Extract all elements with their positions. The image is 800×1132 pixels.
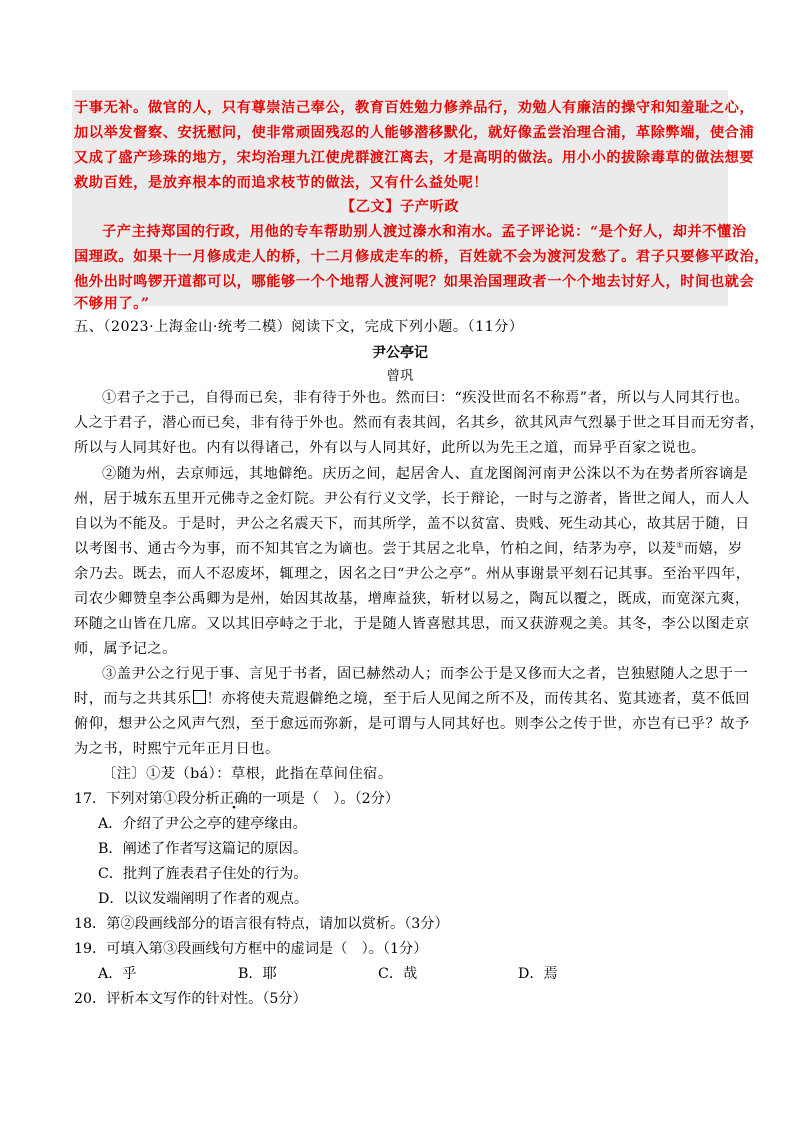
essay-author: 曾巩	[386, 368, 414, 384]
essay-line-part: 以考图书、通古今为事，而不知其官之为谪也。尝于其居之北阜，竹柏之间，结茅为亭，以茇	[74, 541, 677, 557]
option-b: B．阐述了作者写这篇记的原因。	[98, 841, 308, 857]
essay-line: 人之于君子，潜心而已矣，非有待于外也。然而有表其闾，名其乡，欲其风声气烈暴于世之耳目而无穷者，	[74, 415, 765, 431]
answer-line: 加以举发督察、安抚慰问，使非常顽固残忍的人能够潜移默化，就好像孟尝治理合浦，革除弊端，使合浦	[74, 125, 755, 141]
answer-line: 救助百姓，是放弃根本的而追求枝节的做法，又有什么益处呢！	[74, 175, 489, 191]
essay-line	[74, 688, 750, 708]
question-19: 19．可填入第③段画线句方框中的虚词是（ ）。（1分）	[74, 941, 428, 957]
essay-line: 为之书，时熙宁元年正月日也。	[74, 741, 280, 757]
essay-line: ③盖尹公之行见于事、言见于书者，固已赫然动人；而李公于是又侈而大之者，岂独慰随人之思于一	[102, 666, 749, 682]
essay-line-part: 而嬉，岁	[683, 541, 743, 557]
answer-line: 又成了盛产珍珠的地方，宋均治理九江使虎群渡江离去，才是高明的做法。用小小的拔除毒草的做法想要	[74, 150, 755, 166]
option-a: A．乎	[98, 966, 137, 982]
essay-line: 自以为不能及。于是时，尹公之名震天下，而其所学，盖不以贫富、贵贱、死生动其心，故其居于随，日	[74, 516, 750, 532]
question-text: 的一项是（ ）。（2分）	[248, 791, 400, 807]
q19-options	[98, 963, 658, 983]
option-c: C．哉	[378, 966, 418, 982]
answer-line: 子产主持郑国的行政，用他的专车帮助别人渡过溱水和洧水。孟子评论说：“是个好人，却并不懂治	[102, 224, 747, 240]
essay-title: 尹公亭记	[372, 345, 428, 361]
answer-line: 他外出时鸣锣开道都可以，哪能够一个个地帮人渡河呢？如果治国理政者一个个地去讨好人，时间也就会	[74, 274, 755, 290]
essay-line: 所以与人同其好也。内有以得诸己，外有以与人同其好，此所以为先王之道，而异乎百家之说也。	[74, 440, 706, 456]
option-a: A．介绍了尹公之亭的建亭缘由。	[98, 816, 307, 832]
question-17	[74, 788, 399, 808]
option-c: C．批判了旌表君子住处的行为。	[98, 866, 308, 882]
option-d: D．以议发端阐明了作者的观点。	[98, 891, 309, 907]
question-18: 18．第②段画线部分的语言很有特点，请加以赏析。（3分）	[74, 916, 449, 932]
question-20: 20．评析本文写作的针对性。（5分）	[74, 991, 307, 1007]
answer-line: 不够用了。”	[74, 296, 150, 312]
section-header: 五、（2023·上海金山·统考二模）阅读下文，完成下列小题。（11分）	[74, 319, 524, 335]
essay-line-part: 时，而与之共其乐	[74, 691, 192, 707]
option-d: D．焉	[518, 966, 558, 982]
essay-line	[74, 538, 743, 558]
answer-line: 国理政。如果十一月修成走人的桥，十二月修成走车的桥，百姓就不会为渡河发愁了。君子只要修平政治，	[74, 249, 770, 265]
footnote-marker: ①	[676, 540, 684, 550]
essay-line: 俯仰，想尹公之风声气烈，至于愈远而弥新，是可谓与人同其好也。则李公之传于世，亦岂有已乎？故予	[74, 716, 750, 732]
essay-line-part: ！亦将使夫荒遐僻绝之境，至于后人见闻之所不及，而传其名、览其迹者，莫不低回	[206, 691, 750, 707]
essay-line: 州，居于城东五里开元佛寺之金灯院。尹公有行义文学，长于辩论，一时与之游者，皆世之闻人，而人人	[74, 491, 750, 507]
emphasis-text: 正确	[219, 791, 249, 807]
footnote: 〔注〕①茇（bá）：草根，此指在草间住宿。	[102, 766, 393, 782]
blank-box	[193, 690, 206, 704]
option-b: B．耶	[238, 966, 277, 982]
essay-line: 司农少卿赞皇李公禹卿为是州，始因其故基，增庳益狭，斩材以易之，陶瓦以覆之，既成，而宽深亢爽，	[74, 591, 750, 607]
essay-line: 余乃去。既去，而人不忍废坏，辄理之，因名之曰“尹公之亭”。州从事谢景平刻石记其事。至治平四年，	[74, 566, 751, 582]
answer-line: 于事无补。做官的人，只有尊崇洁己奉公，教育百姓勉力修养品行，劝勉人有廉洁的操守和知羞耻之心，	[74, 100, 755, 116]
question-text: 17．下列对第①段分析	[74, 791, 220, 807]
answer-subtitle: 【乙文】子产听政	[340, 199, 460, 215]
essay-line: 师，属予记之。	[74, 641, 177, 657]
essay-line: 环随之山皆在几席。又以其旧亭峙之于北，于是随人皆喜慰其思，而又获游观之美。其冬，李公以图走京	[74, 616, 750, 632]
essay-line: ②随为州，去京师远，其地僻绝。庆历之间，起居舍人、直龙图阁河南尹公洙以不为在势者所容谪是	[102, 466, 749, 482]
essay-line: ①君子之于己，自得而已矣，非有待于外也。然而曰：“疾没世而名不称焉”者，所以与人同其行也。	[102, 390, 750, 406]
